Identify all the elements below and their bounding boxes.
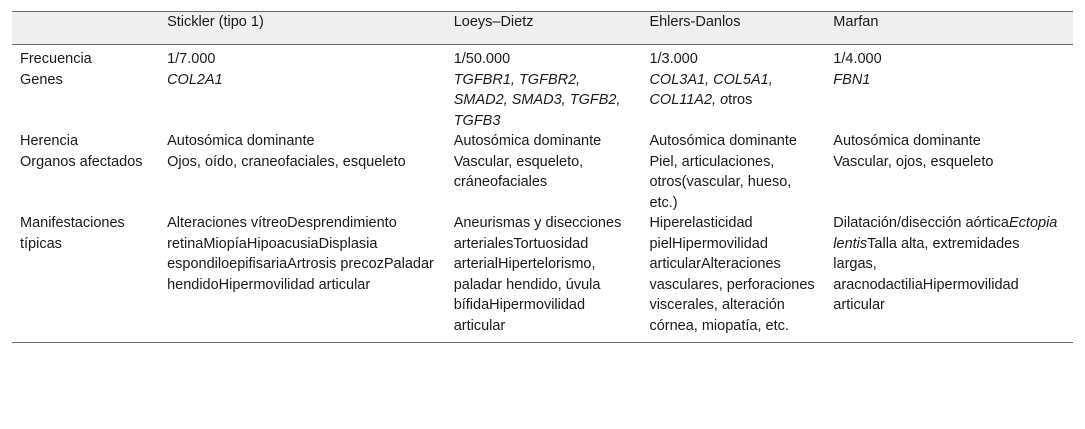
table-row-frecuencia	[12, 45, 1073, 70]
syndrome-comparison-table	[12, 11, 1073, 343]
row-label-manifestaciones: Manifestaciones típicas	[12, 213, 159, 343]
gene-list-ehlers-danlos-suffix: tros	[728, 92, 753, 108]
cell-manifestaciones-marfan	[825, 213, 1073, 343]
cell-frecuencia-loeys-dietz: 1/50.000	[453, 51, 511, 67]
gene-list-ehlers-danlos: COL3A1, COL5A1, COL11A2, o	[649, 71, 773, 108]
cell-organos-stickler: Ojos, oído, craneofaciales, esqueleto	[167, 153, 406, 170]
table-row-manifestaciones	[12, 213, 1073, 343]
cell-manifestaciones-stickler: Alteraciones vítreoDesprendimiento retinaMiopíaHipoacusiaDisplasia espondiloepifisariaArtrosis precozPaladar hendidoHipermovilidad articular	[159, 213, 446, 343]
table-row-organos	[12, 152, 1073, 214]
row-label-frecuencia: Frecuencia	[20, 51, 92, 67]
cell-herencia-ehlers-danlos: Autosómica dominante	[649, 133, 797, 149]
cell-genes-loeys-dietz	[446, 70, 642, 132]
header-ehlers-danlos: Ehlers-Danlos	[641, 12, 825, 45]
row-label-organos: Organos afectados	[20, 153, 143, 170]
cell-manifestaciones-loeys-dietz: Aneurismas y disecciones arterialesTortuosidad arterialHipertelorismo, paladar hendido, úvula bífidaHipermovilidad articular	[446, 213, 642, 343]
cell-genes-ehlers-danlos	[641, 70, 825, 132]
cell-frecuencia-marfan: 1/4.000	[833, 51, 882, 67]
cell-herencia-marfan: Autosómica dominante	[833, 133, 981, 149]
cell-organos-marfan: Vascular, ojos, esqueleto	[833, 153, 994, 170]
table-header-row	[12, 12, 1073, 45]
cell-organos-loeys-dietz: Vascular, esqueleto, cráneofaciales	[453, 153, 584, 190]
header-marfan: Marfan	[825, 12, 1073, 45]
row-label-herencia: Herencia	[20, 133, 79, 149]
gene-fbn1: FBN1	[833, 71, 871, 88]
row-label-genes: Genes	[20, 71, 63, 88]
cell-manifestaciones-ehlers-danlos: Hiperelasticidad pielHipermovilidad articularAlteraciones vasculares, perforaciones viscerales, alteración córnea, miopatía, etc.	[641, 213, 825, 343]
manif-marfan-ectopia-lentis: Ectopia lentis	[833, 215, 1058, 252]
cell-herencia-stickler: Autosómica dominante	[167, 133, 315, 149]
table-row-herencia	[12, 131, 1073, 152]
cell-herencia-loeys-dietz: Autosómica dominante	[453, 133, 602, 149]
manif-marfan-part2: Talla alta, extremidades largas, aracnodactiliaHipermovilidad articular	[833, 235, 1020, 313]
gene-col2a1: COL2A1	[167, 71, 223, 88]
header-stickler: Stickler (tipo 1)	[159, 12, 446, 45]
cell-frecuencia-ehlers-danlos: 1/3.000	[649, 51, 698, 67]
cell-genes-stickler	[159, 70, 446, 132]
manif-marfan-part1: Dilatación/disección aórtica	[833, 215, 1009, 231]
gene-list-loeys-dietz: TGFBR1, TGFBR2, SMAD2, SMAD3, TGFB2, TGFB3	[453, 71, 621, 129]
cell-genes-marfan	[825, 70, 1073, 132]
header-feature	[12, 12, 159, 45]
cell-organos-ehlers-danlos: Piel, articulaciones, otros(vascular, hueso, etc.)	[649, 153, 792, 211]
table-row-genes	[12, 70, 1073, 132]
cell-frecuencia-stickler: 1/7.000	[167, 51, 216, 67]
header-loeys-dietz: Loeys–Dietz	[446, 12, 642, 45]
